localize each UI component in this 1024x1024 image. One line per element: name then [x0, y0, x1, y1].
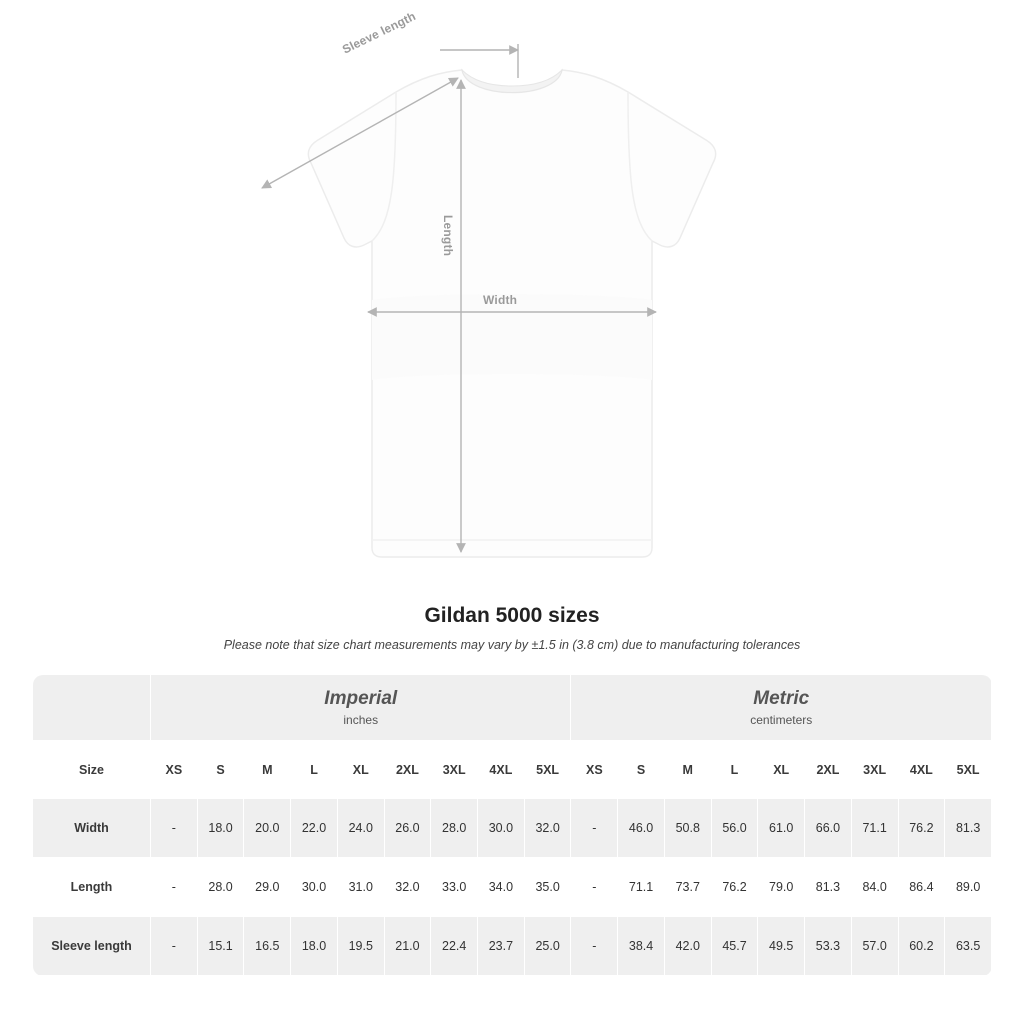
- cell-length-imperial-l: 30.0: [291, 858, 338, 917]
- row-header-length: Length: [33, 858, 151, 917]
- cell-length-metric-s: 71.1: [618, 858, 665, 917]
- size-header-5xl-imperial: 5XL: [524, 741, 571, 799]
- table-row: [33, 799, 992, 858]
- row-header-width: Width: [33, 799, 151, 858]
- tolerance-note: Please note that size chart measurements may vary by ±1.5 in (3.8 cm) due to manufacturing tolerances: [223, 638, 801, 652]
- length-label: Length: [441, 215, 455, 257]
- page-title: Gildan 5000 sizes: [424, 604, 600, 627]
- cell-length-imperial-4xl: 34.0: [478, 858, 525, 917]
- cell-length-imperial-5xl: 35.0: [524, 858, 571, 917]
- cell-width-metric-xl: 61.0: [758, 799, 805, 858]
- cell-sleeve-length-imperial-m: 16.5: [244, 917, 291, 976]
- cell-width-metric-m: 50.8: [664, 799, 711, 858]
- cell-sleeve-length-imperial-5xl: 25.0: [524, 917, 571, 976]
- cell-width-imperial-3xl: 28.0: [431, 799, 478, 858]
- unit-header-imperial: [151, 675, 571, 741]
- size-header-2xl-metric: 2XL: [805, 741, 852, 799]
- row-header-sleeve-length: Sleeve length: [33, 917, 151, 976]
- size-header-4xl-imperial: 4XL: [478, 741, 525, 799]
- cell-sleeve-length-imperial-xl: 19.5: [337, 917, 384, 976]
- cell-length-imperial-s: 28.0: [197, 858, 244, 917]
- cell-sleeve-length-imperial-4xl: 23.7: [478, 917, 525, 976]
- cell-length-imperial-2xl: 32.0: [384, 858, 431, 917]
- sleeve-length-label: Sleeve length: [340, 8, 419, 57]
- size-header-xs-metric: XS: [571, 741, 618, 799]
- cell-width-metric-3xl: 71.1: [851, 799, 898, 858]
- size-table: [32, 674, 992, 976]
- cell-width-metric-s: 46.0: [618, 799, 665, 858]
- size-header-xs-imperial: XS: [151, 741, 198, 799]
- table-row: [33, 858, 992, 917]
- cell-width-imperial-xs: -: [151, 799, 198, 858]
- unit-header-metric: [571, 675, 992, 741]
- size-header-s-metric: S: [618, 741, 665, 799]
- cell-sleeve-length-metric-2xl: 53.3: [805, 917, 852, 976]
- size-header-3xl-imperial: 3XL: [431, 741, 478, 799]
- cell-length-metric-3xl: 84.0: [851, 858, 898, 917]
- cell-sleeve-length-metric-3xl: 57.0: [851, 917, 898, 976]
- cell-width-imperial-m: 20.0: [244, 799, 291, 858]
- cell-sleeve-length-imperial-l: 18.0: [291, 917, 338, 976]
- cell-length-metric-l: 76.2: [711, 858, 758, 917]
- cell-length-imperial-3xl: 33.0: [431, 858, 478, 917]
- size-header-s-imperial: S: [197, 741, 244, 799]
- table-row: [33, 917, 992, 976]
- unit-subtitle: inches: [343, 713, 379, 728]
- cell-width-metric-2xl: 66.0: [805, 799, 852, 858]
- size-header-l-imperial: L: [291, 741, 338, 799]
- cell-sleeve-length-metric-xl: 49.5: [758, 917, 805, 976]
- cell-width-imperial-4xl: 30.0: [478, 799, 525, 858]
- size-header-2xl-imperial: 2XL: [384, 741, 431, 799]
- cell-width-imperial-s: 18.0: [197, 799, 244, 858]
- size-header-xl-metric: XL: [758, 741, 805, 799]
- cell-width-imperial-l: 22.0: [291, 799, 338, 858]
- unit-row-corner: [33, 675, 151, 741]
- cell-length-metric-2xl: 81.3: [805, 858, 852, 917]
- cell-sleeve-length-metric-l: 45.7: [711, 917, 758, 976]
- unit-name: Imperial: [324, 687, 398, 709]
- cell-width-metric-5xl: 81.3: [945, 799, 992, 858]
- cell-width-metric-l: 56.0: [711, 799, 758, 858]
- cell-length-imperial-xl: 31.0: [337, 858, 384, 917]
- cell-sleeve-length-metric-4xl: 60.2: [898, 917, 945, 976]
- size-header-4xl-metric: 4XL: [898, 741, 945, 799]
- cell-sleeve-length-imperial-3xl: 22.4: [431, 917, 478, 976]
- cell-length-imperial-m: 29.0: [244, 858, 291, 917]
- cell-width-imperial-2xl: 26.0: [384, 799, 431, 858]
- cell-sleeve-length-metric-m: 42.0: [664, 917, 711, 976]
- cell-width-imperial-5xl: 32.0: [524, 799, 571, 858]
- width-label: Width: [483, 293, 518, 307]
- size-header-m-metric: M: [664, 741, 711, 799]
- cell-width-imperial-xl: 24.0: [337, 799, 384, 858]
- cell-length-metric-5xl: 89.0: [945, 858, 992, 917]
- cell-sleeve-length-imperial-xs: -: [151, 917, 198, 976]
- cell-width-metric-xs: -: [571, 799, 618, 858]
- cell-length-metric-m: 73.7: [664, 858, 711, 917]
- cell-length-metric-4xl: 86.4: [898, 858, 945, 917]
- size-header-3xl-metric: 3XL: [851, 741, 898, 799]
- cell-sleeve-length-metric-5xl: 63.5: [945, 917, 992, 976]
- unit-name: Metric: [753, 687, 810, 709]
- size-table-wrapper: [32, 674, 992, 976]
- unit-header-row: [33, 675, 992, 741]
- cell-sleeve-length-metric-xs: -: [571, 917, 618, 976]
- size-header-m-imperial: M: [244, 741, 291, 799]
- chart-heading: [0, 604, 1024, 652]
- size-header-xl-imperial: XL: [337, 741, 384, 799]
- unit-subtitle: centimeters: [750, 713, 813, 728]
- cell-sleeve-length-imperial-s: 15.1: [197, 917, 244, 976]
- cell-length-metric-xl: 79.0: [758, 858, 805, 917]
- cell-length-imperial-xs: -: [151, 858, 198, 917]
- cell-sleeve-length-imperial-2xl: 21.0: [384, 917, 431, 976]
- cell-length-metric-xs: -: [571, 858, 618, 917]
- cell-width-metric-4xl: 76.2: [898, 799, 945, 858]
- size-column-header: Size: [33, 741, 151, 799]
- cell-sleeve-length-metric-s: 38.4: [618, 917, 665, 976]
- size-header-l-metric: L: [711, 741, 758, 799]
- size-header-row: [33, 741, 992, 799]
- size-header-5xl-metric: 5XL: [945, 741, 992, 799]
